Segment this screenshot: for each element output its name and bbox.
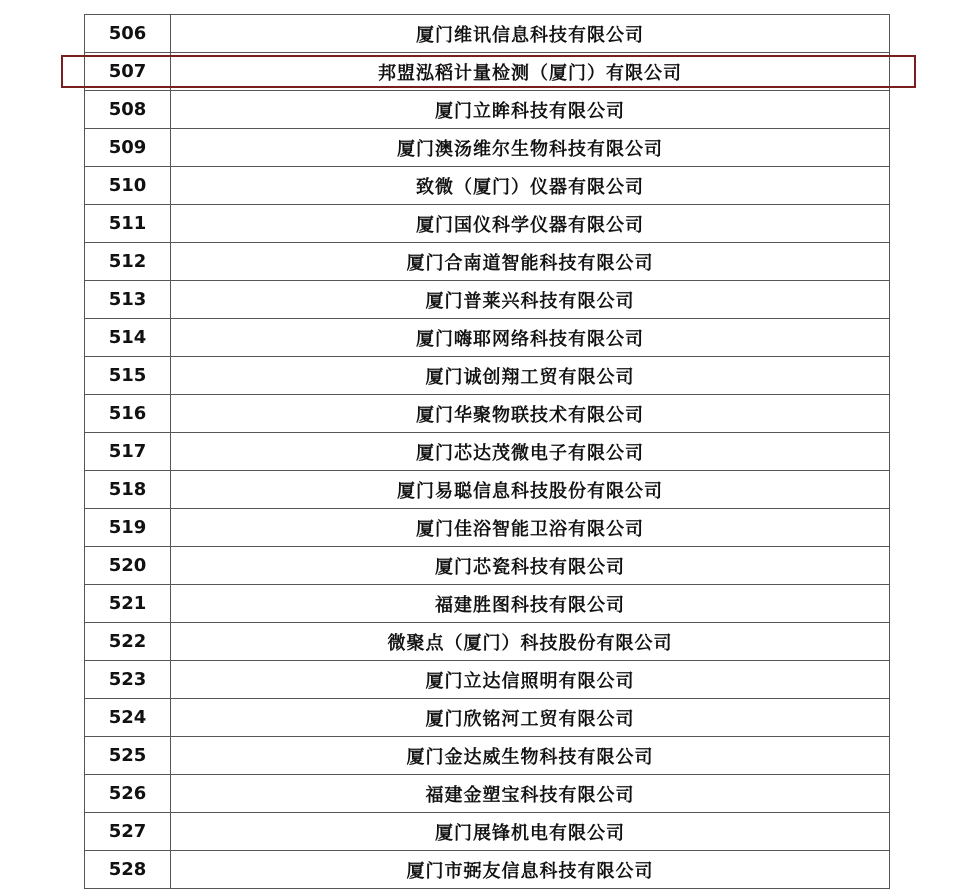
company-name-cell: 厦门立眸科技有限公司 — [171, 91, 890, 129]
row-number-cell: 518 — [85, 471, 171, 509]
row-number-cell: 506 — [85, 15, 171, 53]
table-row — [85, 737, 890, 775]
row-number-cell: 525 — [85, 737, 171, 775]
row-number-cell: 513 — [85, 281, 171, 319]
company-name-cell: 厦门国仪科学仪器有限公司 — [171, 205, 890, 243]
company-name-cell: 致微（厦门）仪器有限公司 — [171, 167, 890, 205]
row-number-cell: 520 — [85, 547, 171, 585]
table-row — [85, 661, 890, 699]
row-number-cell: 515 — [85, 357, 171, 395]
table-row — [85, 623, 890, 661]
company-name-cell: 福建金塑宝科技有限公司 — [171, 775, 890, 813]
company-name-cell: 厦门展锋机电有限公司 — [171, 813, 890, 851]
row-number-cell: 526 — [85, 775, 171, 813]
table-row — [85, 205, 890, 243]
row-number-cell: 512 — [85, 243, 171, 281]
row-number-cell: 511 — [85, 205, 171, 243]
row-number-cell: 517 — [85, 433, 171, 471]
table-row — [85, 471, 890, 509]
company-name-cell: 厦门芯瓷科技有限公司 — [171, 547, 890, 585]
row-number-cell: 523 — [85, 661, 171, 699]
company-list-table — [84, 14, 890, 889]
table-row — [85, 319, 890, 357]
company-name-cell: 厦门维讯信息科技有限公司 — [171, 15, 890, 53]
table-row — [85, 851, 890, 889]
table-row — [85, 129, 890, 167]
table-row — [85, 585, 890, 623]
company-name-cell: 厦门澳汤维尔生物科技有限公司 — [171, 129, 890, 167]
row-number-cell: 519 — [85, 509, 171, 547]
company-name-cell: 厦门金达威生物科技有限公司 — [171, 737, 890, 775]
company-name-cell: 邦盟泓稻计量检测（厦门）有限公司 — [171, 53, 890, 91]
company-name-cell: 厦门市弼友信息科技有限公司 — [171, 851, 890, 889]
row-number-cell: 507 — [85, 53, 171, 91]
company-list-table-container — [84, 14, 889, 889]
company-name-cell: 厦门立达信照明有限公司 — [171, 661, 890, 699]
company-name-cell: 厦门嗨耶网络科技有限公司 — [171, 319, 890, 357]
company-name-cell: 厦门易聪信息科技股份有限公司 — [171, 471, 890, 509]
table-row — [85, 433, 890, 471]
table-row — [85, 91, 890, 129]
row-number-cell: 510 — [85, 167, 171, 205]
company-name-cell: 厦门华聚物联技术有限公司 — [171, 395, 890, 433]
row-number-cell: 514 — [85, 319, 171, 357]
table-row — [85, 243, 890, 281]
table-row — [85, 699, 890, 737]
company-name-cell: 微聚点（厦门）科技股份有限公司 — [171, 623, 890, 661]
company-name-cell: 厦门合南道智能科技有限公司 — [171, 243, 890, 281]
table-row — [85, 167, 890, 205]
table-row — [85, 547, 890, 585]
table-row-highlighted — [85, 53, 890, 91]
row-number-cell: 509 — [85, 129, 171, 167]
table-row — [85, 509, 890, 547]
table-row — [85, 357, 890, 395]
row-number-cell: 524 — [85, 699, 171, 737]
company-name-cell: 福建胜图科技有限公司 — [171, 585, 890, 623]
company-name-cell: 厦门欣铭河工贸有限公司 — [171, 699, 890, 737]
row-number-cell: 508 — [85, 91, 171, 129]
row-number-cell: 516 — [85, 395, 171, 433]
table-row — [85, 813, 890, 851]
row-number-cell: 522 — [85, 623, 171, 661]
table-row — [85, 15, 890, 53]
company-name-cell: 厦门佳浴智能卫浴有限公司 — [171, 509, 890, 547]
company-name-cell: 厦门芯达茂微电子有限公司 — [171, 433, 890, 471]
row-number-cell: 521 — [85, 585, 171, 623]
table-row — [85, 775, 890, 813]
company-name-cell: 厦门诚创翔工贸有限公司 — [171, 357, 890, 395]
table-row — [85, 395, 890, 433]
table-row — [85, 281, 890, 319]
row-number-cell: 527 — [85, 813, 171, 851]
company-name-cell: 厦门普莱兴科技有限公司 — [171, 281, 890, 319]
row-number-cell: 528 — [85, 851, 171, 889]
